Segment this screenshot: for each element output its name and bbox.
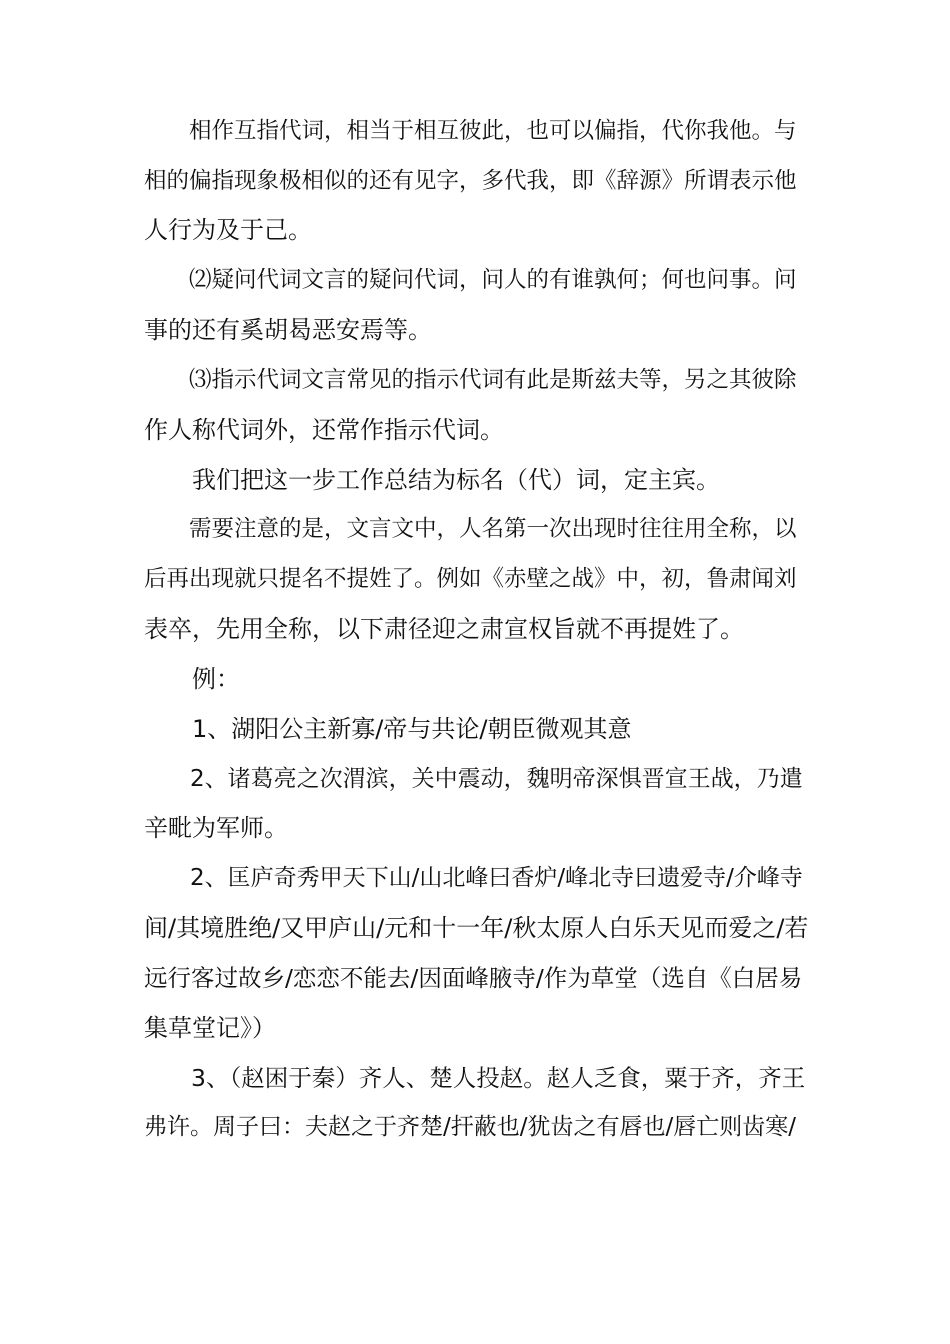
text-line: 3、（赵困于秦）齐人、楚人投赵。赵人乏食，粟于齐，齐王 <box>144 1064 806 1092</box>
text-line: 相作互指代词，相当于相互彼此，也可以偏指，代你我他。与 <box>144 118 797 144</box>
text-line: 作人称代词外，还常作指示代词。 <box>144 416 504 444</box>
text-line: 相的偏指现象极相似的还有见字，多代我，即《辞源》所谓表示他 <box>144 168 797 194</box>
text-line: 间/其境胜绝/又甲庐山/元和十一年/秋太原人白乐天见而爱之/若 <box>144 914 809 942</box>
text-line: 事的还有奚胡曷恶安焉等。 <box>144 316 432 344</box>
text-line: 远行客过故乡/恋恋不能去/因面峰腋寺/作为草堂（选自《白居易 <box>144 964 803 992</box>
text-line: 2、匡庐奇秀甲天下山/山北峰曰香炉/峰北寺曰遗爱寺/介峰寺 <box>144 865 803 891</box>
text-line: 我们把这一步工作总结为标名（代）词，定主宾。 <box>144 466 720 494</box>
text-line: 1、湖阳公主新寡/帝与共论/朝臣微观其意 <box>144 715 632 743</box>
text-line: 表卒，先用全称，以下肃径迎之肃宣权旨就不再提姓了。 <box>144 615 744 643</box>
text-line: ⑶指示代词文言常见的指示代词有此是斯兹夫等，另之其彼除 <box>144 367 797 393</box>
text-line: 例： <box>144 665 240 693</box>
text-line: 后再出现就只提名不提姓了。例如《赤壁之战》中，初，鲁肃闻刘 <box>144 566 797 592</box>
text-line: 集草堂记》） <box>144 1014 276 1042</box>
text-line: 2、诸葛亮之次渭滨，关中震动，魏明帝深惧晋宣王战，乃遣 <box>144 766 803 792</box>
text-line: 人行为及于己。 <box>144 216 312 244</box>
text-line: 辛毗为军师。 <box>144 814 288 842</box>
text-line: 弗许。周子曰：夫赵之于齐楚/扞蔽也/犹齿之有唇也/唇亡则齿寒/ <box>144 1114 796 1140</box>
text-line: 需要注意的是，文言文中，人名第一次出现时往往用全称，以 <box>144 516 797 542</box>
text-line: ⑵疑问代词文言的疑问代词，问人的有谁孰何；何也问事。问 <box>144 267 797 293</box>
